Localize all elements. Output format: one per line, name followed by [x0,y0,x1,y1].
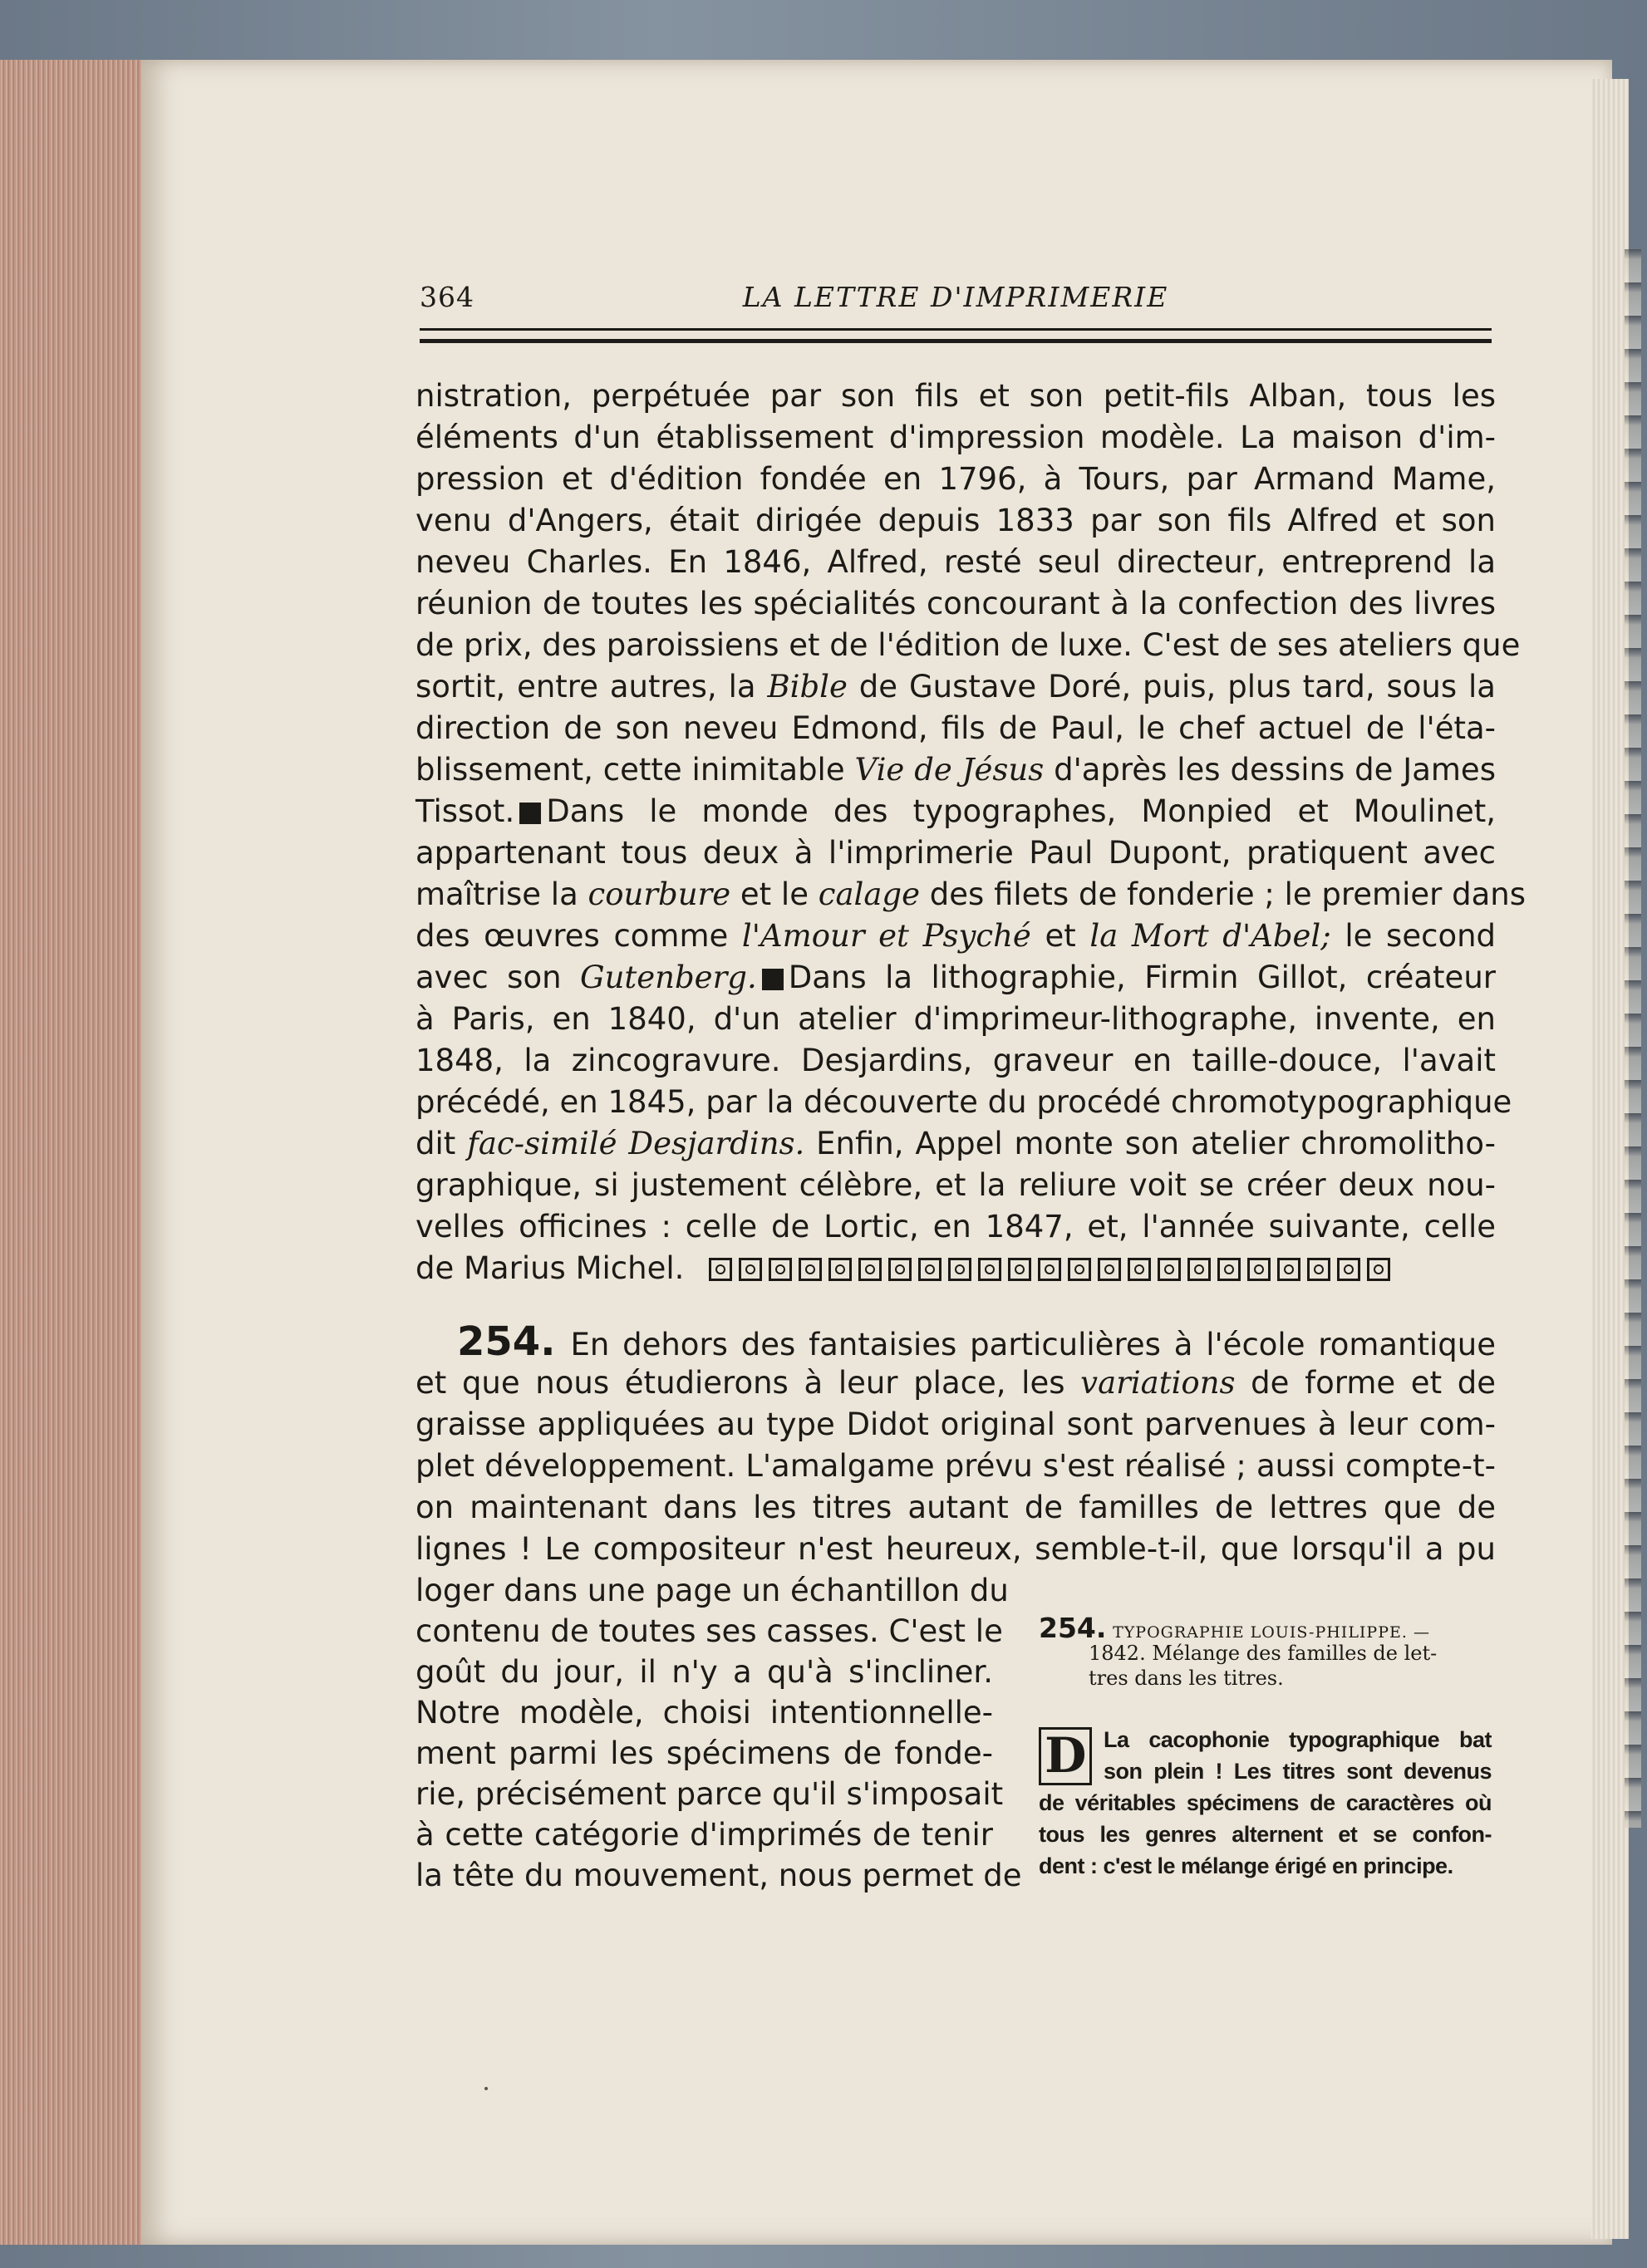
section-number: 254. [457,1318,556,1365]
callout-line: tous les genres alternent et se confon- [1039,1822,1492,1847]
italic-term: courbure [588,876,731,912]
text-line [415,666,1496,708]
drop-cap: D [1039,1727,1092,1785]
ornament-square-icon [709,1258,732,1281]
caption-title: TYPOGRAPHIE LOUIS-PHILIPPE. — [1113,1623,1430,1642]
ornament-square-icon [1307,1258,1330,1281]
text-span: dit [415,1126,468,1161]
caption-line: 1842. Mélange des familles de let- [1089,1642,1438,1665]
text-span: des filets de fonderie ; le premier dans [920,876,1526,912]
callout-line: La cacophonie typographique bat [1104,1727,1492,1752]
text-span: Tissot. [415,793,515,829]
callout-line: dent : c'est le mélange érigé en principe. [1039,1853,1453,1878]
text-line: nistration, perpétuée par son fils et son petit-fils Alban, tous les [415,378,1496,414]
text-line: la tête du mouvement, nous permet de [415,1858,1022,1893]
caption-line: tres dans les titres. [1089,1667,1284,1690]
text-span: En dehors des fantaisies particulières à l'école romantique [570,1327,1496,1362]
header-rule-thick [420,339,1492,343]
text-line-with-ornaments [415,1248,1496,1289]
ornament-square-icon [739,1258,762,1281]
ornament-square-icon [1068,1258,1091,1281]
text-span: le second [1330,918,1497,954]
ornament-square-icon [1008,1258,1031,1281]
figure-caption [1039,1612,1492,1691]
text-span: avec son [415,960,581,995]
text-line: graisse appliquées au type Didot original sont parvenues à leur com- [415,1406,1496,1442]
text-line: ment parmi les spécimens de fonde- [415,1735,993,1771]
ornament-square-icon [1038,1258,1061,1281]
text-line [415,1318,1496,1365]
ornament-square-icon [918,1258,941,1281]
text-line: rie, précisément parce qu'il s'imposait [415,1776,1004,1812]
text-span: de forme et de [1235,1365,1496,1401]
text-line: Notre modèle, choisi intentionnelle- [415,1695,993,1730]
text-line: on maintenant dans les titres autant de familles de lettres que de [415,1490,1496,1525]
text-line [415,791,1496,832]
ornament-square-icon [799,1258,822,1281]
text-line: de prix, des paroissiens et de l'édition de luxe. C'est de ses ateliers que [415,627,1521,663]
specimen-callout [1039,1724,1492,1882]
text-line: appartenant tous deux à l'imprimerie Paul Dupont, pratiquent avec [415,835,1496,871]
text-span: Dans la lithographie, Firmin Gillot, créateur [788,960,1496,995]
ornament-square-icon [978,1258,1001,1281]
caption-line [1039,1612,1492,1644]
ornament-square-icon [1128,1258,1151,1281]
text-line: direction de son neveu Edmond, fils de Paul, le chef actuel de l'éta- [415,710,1496,746]
text-line: réunion de toutes les spécialités concourant à la confection des livres [415,586,1496,621]
text-line: 1848, la zincogravure. Desjardins, graveur en taille-douce, l'avait [415,1043,1496,1078]
text-span: Dans le monde des typographes, Monpied et Moulinet, [546,793,1496,829]
italic-term: fac-similé Desjardins. [467,1126,805,1161]
text-span: blissement, cette inimitable [415,752,855,788]
italic-title: Bible [767,669,848,704]
ornament-square-icon [1098,1258,1121,1281]
ornament-square-icon [1187,1258,1211,1281]
text-span: et le [730,876,819,912]
text-line: précédé, en 1845, par la découverte du procédé chromotypographique [415,1084,1512,1120]
text-span: de Gustave Doré, puis, plus tard, sous la [847,669,1496,704]
text-line [415,749,1496,791]
text-span: de Marius Michel. [415,1250,685,1286]
ornament-square-icon [1277,1258,1300,1281]
text-span: et [1030,918,1090,954]
text-line: lignes ! Le compositeur n'est heureux, semble-t-il, que lorsqu'il a pu [415,1531,1496,1567]
ornament-row [706,1250,1394,1286]
text-line [415,874,1526,916]
text-line: velles officines : celle de Lortic, en 1847, et, l'année suivante, celle [415,1209,1496,1244]
header-rule-thin [420,328,1492,331]
text-line [415,1362,1496,1404]
callout-line: son plein ! Les titres sont devenus [1104,1759,1492,1784]
text-line: éléments d'un établissement d'impression modèle. La maison d'im- [415,420,1496,455]
running-header [420,281,1492,322]
text-span: maîtrise la [415,876,588,912]
text-line: graphique, si justement célèbre, et la reliure voit se créer deux nou- [415,1167,1496,1203]
page-edges [0,60,150,2245]
text-line: loger dans une page un échantillon du [415,1573,1009,1608]
ornament-square-icon [1367,1258,1390,1281]
text-span: et que nous étudierons à leur place, les [415,1365,1081,1401]
ornament-square-icon [1217,1258,1241,1281]
ornament-square-icon [828,1258,852,1281]
text-line: neveu Charles. En 1846, Alfred, resté seul directeur, entreprend la [415,544,1496,580]
ornament-square-icon [1247,1258,1271,1281]
italic-title: la Mort d'Abel; [1089,918,1331,954]
text-span: sortit, entre autres, la [415,669,768,704]
italic-title: Vie de Jésus [854,752,1045,788]
text-line: pression et d'édition fondée en 1796, à Tours, par Armand Mame, [415,461,1496,497]
text-span: des œuvres comme [415,918,742,954]
text-line: à cette catégorie d'imprimés de tenir [415,1817,993,1853]
page-number: 364 [420,281,474,313]
text-span: Enfin, Appel monte son atelier chromolitho- [804,1126,1496,1161]
ornament-square-icon [1337,1258,1360,1281]
ornament-square-icon [858,1258,882,1281]
paper-speck [484,2087,488,2090]
section-254 [415,1318,1496,1570]
section-divider-ornament [762,969,784,990]
ornament-square-icon [1158,1258,1181,1281]
main-paragraph [415,376,1526,1289]
callout-line: de véritables spécimens de caractères où [1039,1790,1492,1815]
text-line [415,957,1496,999]
text-line: contenu de toutes ses casses. C'est le [415,1613,1003,1649]
italic-term: variations [1080,1365,1236,1401]
page-right-edge [1591,79,1629,2239]
adjacent-page-scraps [1625,249,1641,1828]
ornament-square-icon [888,1258,912,1281]
section-divider-ornament [519,803,541,824]
running-title: LA LETTRE D'IMPRIMERIE [742,281,1169,313]
left-column-text [415,1570,1022,1896]
text-line: goût du jour, il n'y a qu'à s'incliner. [415,1654,993,1690]
text-span: d'après les dessins de James [1044,752,1496,788]
text-line: à Paris, en 1840, d'un atelier d'imprimeur-lithographe, invente, en [415,1001,1496,1037]
italic-title: Gutenberg. [580,960,757,995]
text-line: venu d'Angers, était dirigée depuis 1833 par son fils Alfred et son [415,503,1496,538]
text-line [415,916,1496,957]
caption-number: 254. [1039,1612,1107,1644]
text-line [415,1123,1496,1165]
ornament-square-icon [769,1258,792,1281]
ornament-square-icon [948,1258,971,1281]
italic-term: calage [818,876,921,912]
italic-title: l'Amour et Psyché [741,918,1031,954]
text-line: plet développement. L'amalgame prévu s'est réalisé ; aussi compte-t- [415,1448,1496,1484]
